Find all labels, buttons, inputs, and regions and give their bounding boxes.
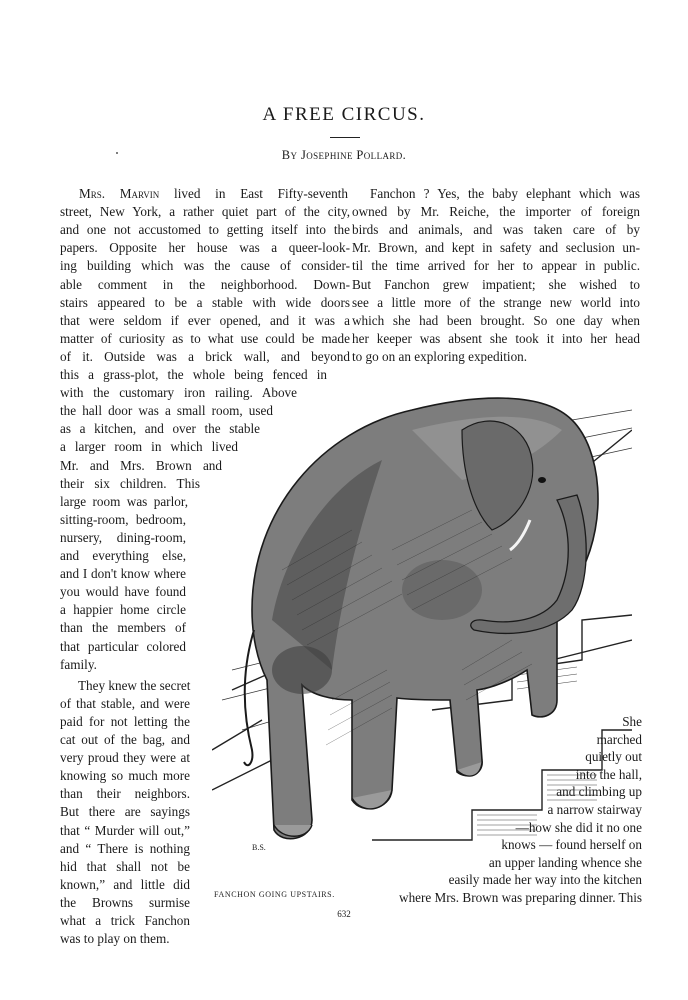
article-title: A FREE CIRCUS.	[262, 104, 426, 125]
artist-signature: B.S.	[252, 843, 266, 852]
text-line: and “ There is nothing	[60, 840, 190, 856]
text-line: knows — found herself on	[501, 837, 642, 853]
text-line: than the members of	[60, 620, 186, 636]
text-line: where Mrs. Brown was preparing dinner. This	[399, 890, 642, 905]
title-rule	[330, 137, 360, 138]
figure-caption: FANCHON GOING UPSTAIRS.	[214, 890, 335, 899]
text-line: a happier home circle	[60, 602, 186, 618]
text-line: —how she did it no one	[515, 819, 642, 835]
text-line: you would have found	[60, 584, 186, 600]
text-line: able comment in the neighborhood. Down-	[60, 276, 350, 292]
page-number: 632	[337, 909, 351, 919]
text-line: that were seldom if ever opened, and it was a	[60, 312, 350, 328]
text-line: that particular colored	[60, 638, 186, 654]
opening-small-caps: Mrs. Marvin	[79, 186, 160, 201]
text-line: til the time arrived for her to appear in public.	[352, 258, 640, 274]
text-line: quietly out	[585, 749, 642, 765]
text-line: that “ Murder will out,”	[60, 822, 190, 838]
text-line: which she had been brought. So one day when	[352, 312, 640, 328]
text-line: of that stable, and were	[60, 695, 190, 711]
text-line: her keeper was absent she took it into her head	[352, 330, 640, 346]
text-line: and I don't know where	[60, 566, 186, 582]
text-line: matter of curiosity as to what use could be made	[60, 330, 350, 346]
text-line: a narrow stairway	[547, 802, 642, 817]
text-line: an upper landing whence she	[488, 854, 642, 870]
text-line: large room was parlor,	[60, 493, 188, 509]
text-line: paid for not letting the	[60, 713, 190, 729]
text-line: was to play on them.	[60, 931, 170, 947]
elephant-illustration	[212, 370, 632, 882]
text-line: cat out of the bag, and	[60, 732, 190, 747]
text-line: Mr. and Mrs. Brown and	[60, 457, 222, 473]
text-line: nursery, dining-room,	[60, 529, 186, 545]
text-line: easily made her way into the kitchen	[448, 872, 642, 888]
text-line: their six children. This	[60, 475, 200, 491]
text-line: She	[622, 714, 642, 729]
text-line: ing building which was the cause of consider-	[60, 258, 350, 274]
text-line: the hall door was a small room, used	[60, 403, 273, 419]
text-line: this a grass-plot, the whole being fenced in	[60, 367, 327, 382]
text-line: family.	[60, 656, 97, 672]
text-line: into the hall,	[575, 766, 642, 782]
text-line: and everything else,	[60, 548, 186, 563]
text-line: Mrs. Marvin lived in East Fifty-seventh	[79, 186, 348, 201]
text-line: marched	[596, 731, 642, 747]
text-line: see a little more of the strange new world into	[352, 294, 640, 310]
article-byline: By Josephine Pollard.	[281, 148, 407, 162]
text-line: and climbing up	[556, 784, 642, 800]
text-line: as a kitchen, and over the stable	[60, 421, 260, 437]
elephant-figure	[244, 398, 598, 839]
text-line: owned by Mr. Reiche, the importer of foreign	[352, 204, 640, 220]
text-line: known,” and little did	[60, 876, 190, 892]
text-line: Fanchon ? Yes, the baby elephant which was	[370, 186, 640, 201]
text-line: the Browns surmise	[60, 894, 190, 910]
text-line: hid that shall not be	[60, 858, 190, 874]
text-line: to go on an exploring expedition.	[352, 348, 528, 364]
text-line: sitting-room, bedroom,	[60, 511, 186, 527]
text-line: what a trick Fanchon	[60, 913, 190, 928]
text-line: They knew the secret	[78, 677, 191, 693]
text-line: birds and animals, and was taken care of by	[352, 222, 640, 238]
text-line: of it. Outside was a brick wall, and beyond	[60, 348, 350, 364]
text-line: with the customary iron railing. Above	[60, 385, 297, 401]
text-line: papers. Opposite her house was a queer-look-	[60, 240, 350, 256]
text-line: very proud they were at	[60, 750, 190, 766]
text-line: and one not accustomed to getting itself into the	[60, 222, 350, 238]
text-line: street, New York, a rather quiet part of the city,	[60, 204, 350, 220]
text-line: than their neighbors.	[60, 786, 190, 802]
text-line: a larger room in which lived	[60, 439, 238, 455]
text-line: But Fanchon grew impatient; she wished to	[352, 276, 640, 292]
print-speck	[116, 152, 118, 154]
text-line: Mr. Brown, and kept in safety and seclusion un-	[352, 240, 640, 256]
text-line: knowing so much more	[60, 768, 190, 784]
text-line: stairs appeared to be a stable with wide doors	[60, 294, 350, 310]
text-line: But there are sayings	[60, 804, 190, 820]
